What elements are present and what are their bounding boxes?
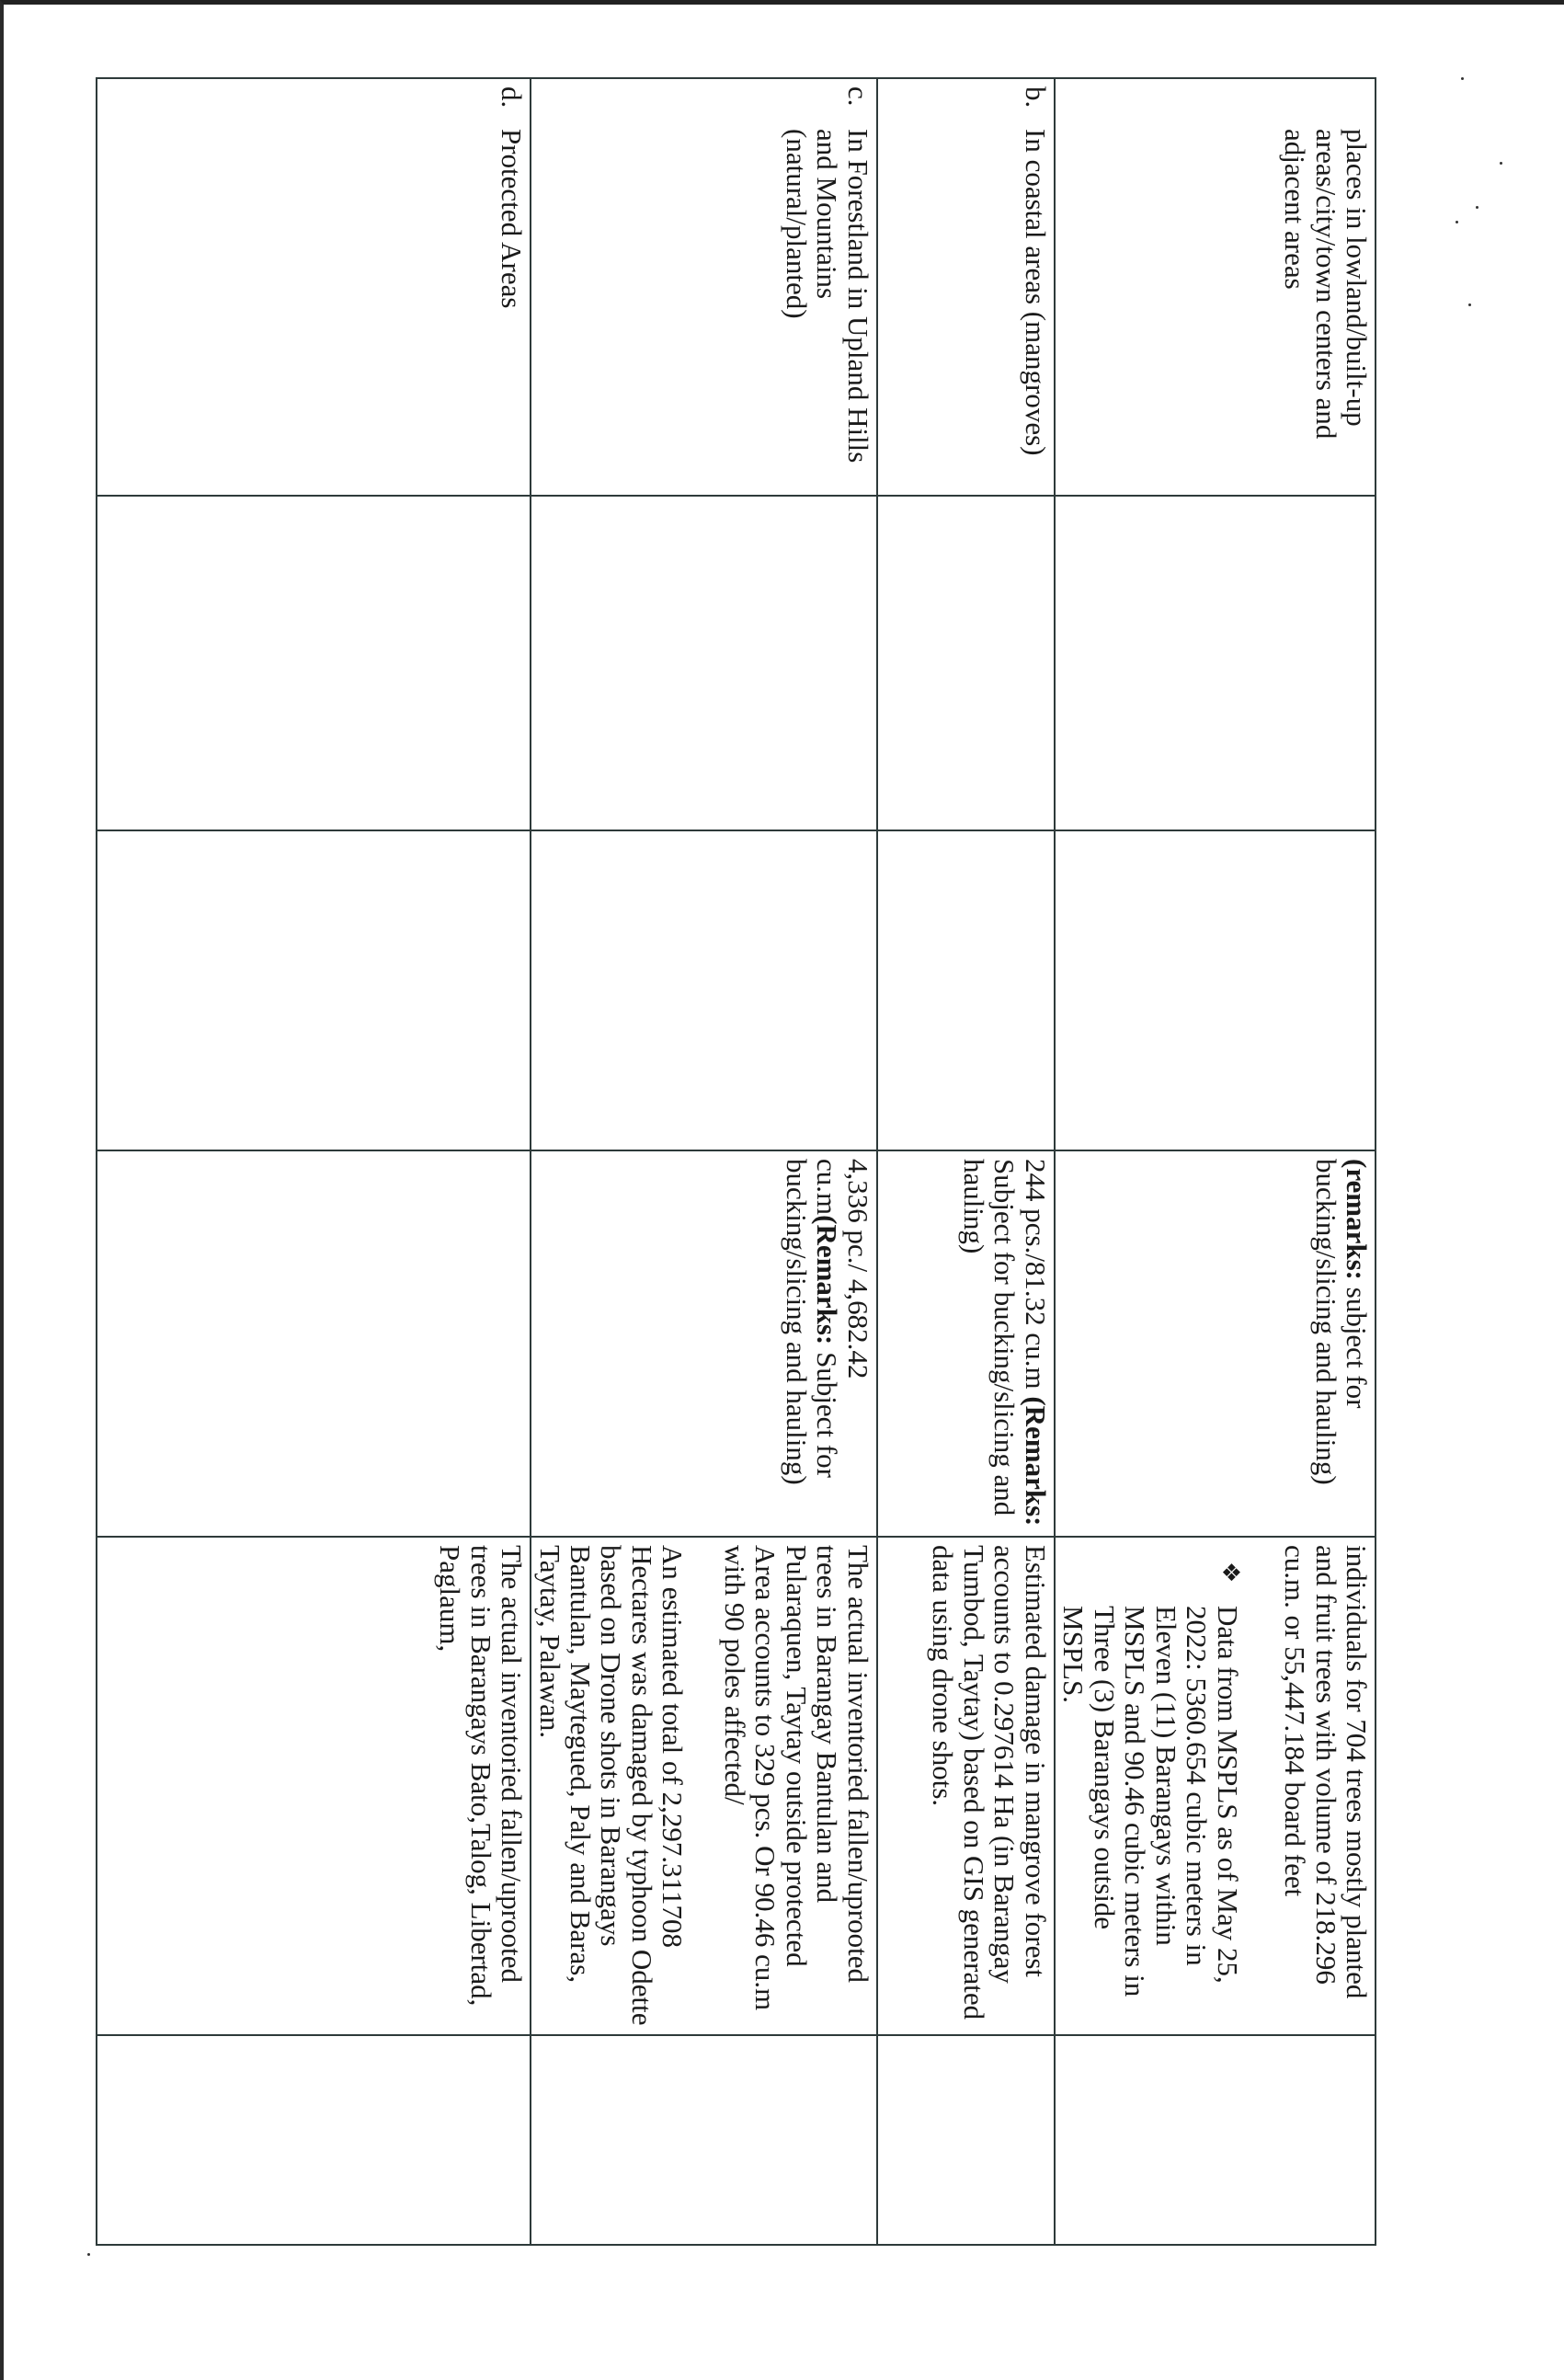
item-label: d. [496,86,529,109]
scan-speck [1500,162,1502,165]
details-cell [97,1537,531,2035]
category-text: In coastal areas (mangroves) [1019,129,1052,456]
empty-cell [1055,2035,1376,2245]
table-row [531,78,877,2245]
volume-cell [531,1150,877,1537]
empty-cell [877,830,1055,1150]
details-cell [877,1537,1055,2035]
details-text: An estimated total of 2,297.311708 Hectares was damaged by typhoon Odette based on Drone shots in Barangays Bantulan, Maytegued, Paly and Baras, Taytay, Palawan. [533,1545,690,2026]
scan-speck [1476,206,1478,209]
category-cell [97,78,531,496]
details-text: individuals for 704 trees mostly planted and fruit trees with volume of 218.296 cu.m. or 55,447.184 board feet [1279,1545,1373,1999]
details-cell [531,1537,877,2035]
diamond-bullet-icon: ❖ [1216,1562,1244,1584]
volume-cell [1055,1150,1376,1537]
scan-speck [1461,77,1464,80]
details-cell [1055,1537,1376,2035]
details-text: The actual inventoried fallen/uprooted trees in Barangays Bato,Talog, Libertad, Paglaum, [434,1545,529,2007]
remarks-label: (remarks: [1341,1159,1373,1280]
category-cell [877,78,1055,496]
table-row [97,78,531,2245]
category-cell [531,78,877,496]
empty-cell [877,2035,1055,2245]
empty-cell [97,496,531,830]
item-label: c. [841,86,874,107]
volume-text: Subject for bucking/slicing and hauling) [780,1159,844,1485]
volume-text: subject for bucking/slicing and hauling) [1309,1159,1373,1485]
empty-cell [1055,496,1376,830]
table-row [877,78,1055,2245]
empty-cell [97,2035,531,2245]
scan-speck [1456,221,1458,223]
remarks-label: (Remarks: [1019,1396,1052,1527]
volume-cell [877,1150,1055,1537]
empty-cell [531,830,877,1150]
table-row [1055,78,1376,2245]
details-text: The actual inventoried fallen/uprooted trees in Barangay Bantulan and Pularaquen, Taytay outside protected Area accounts to 329 pcs. Or 90.46 cu.m with 90 poles affected/ [718,1545,874,2011]
item-label: b. [1019,86,1052,109]
volume-text: 244 pcs./81.32 cu.m [1019,1159,1052,1397]
empty-cell [1055,830,1376,1150]
category-text: places in lowland/built-up areas/city/town centers and adjacent areas [1279,129,1373,440]
empty-cell [877,496,1055,830]
remarks-label: (Remarks: [811,1215,844,1345]
bullet-item [1058,1545,1243,2027]
empty-cell [97,1150,531,1537]
category-cell [1055,78,1376,496]
empty-cell [531,2035,877,2245]
damage-assessment-table [96,77,1376,2246]
empty-cell [97,830,531,1150]
category-text: In Forestland in Upland Hills and Mountains (natural/planted) [780,129,874,463]
scan-speck [1468,303,1471,306]
empty-cell [531,496,877,830]
category-text: Protected Areas [496,129,529,309]
bullet-text: Data from MSPLS as of May 25, 2022: 5360.654 cubic meters in Eleven (11) Barangays within MSPLS and 90.46 cubic meters in Three (3) Barangays outside MSPLS. [1057,1606,1244,1997]
scan-speck [87,2253,90,2256]
details-text: Estimated damage in mangrove forest accounts to 0.297614 Ha (in Barangay Tumbod, Taytay) based on GIS generated data using drone shots. [927,1545,1052,2020]
volume-text: Subject for bucking/slicing and hauling) [957,1159,1022,1516]
volume-text: 4,336 pc./ 4,682.42 cu.m [811,1159,874,1379]
